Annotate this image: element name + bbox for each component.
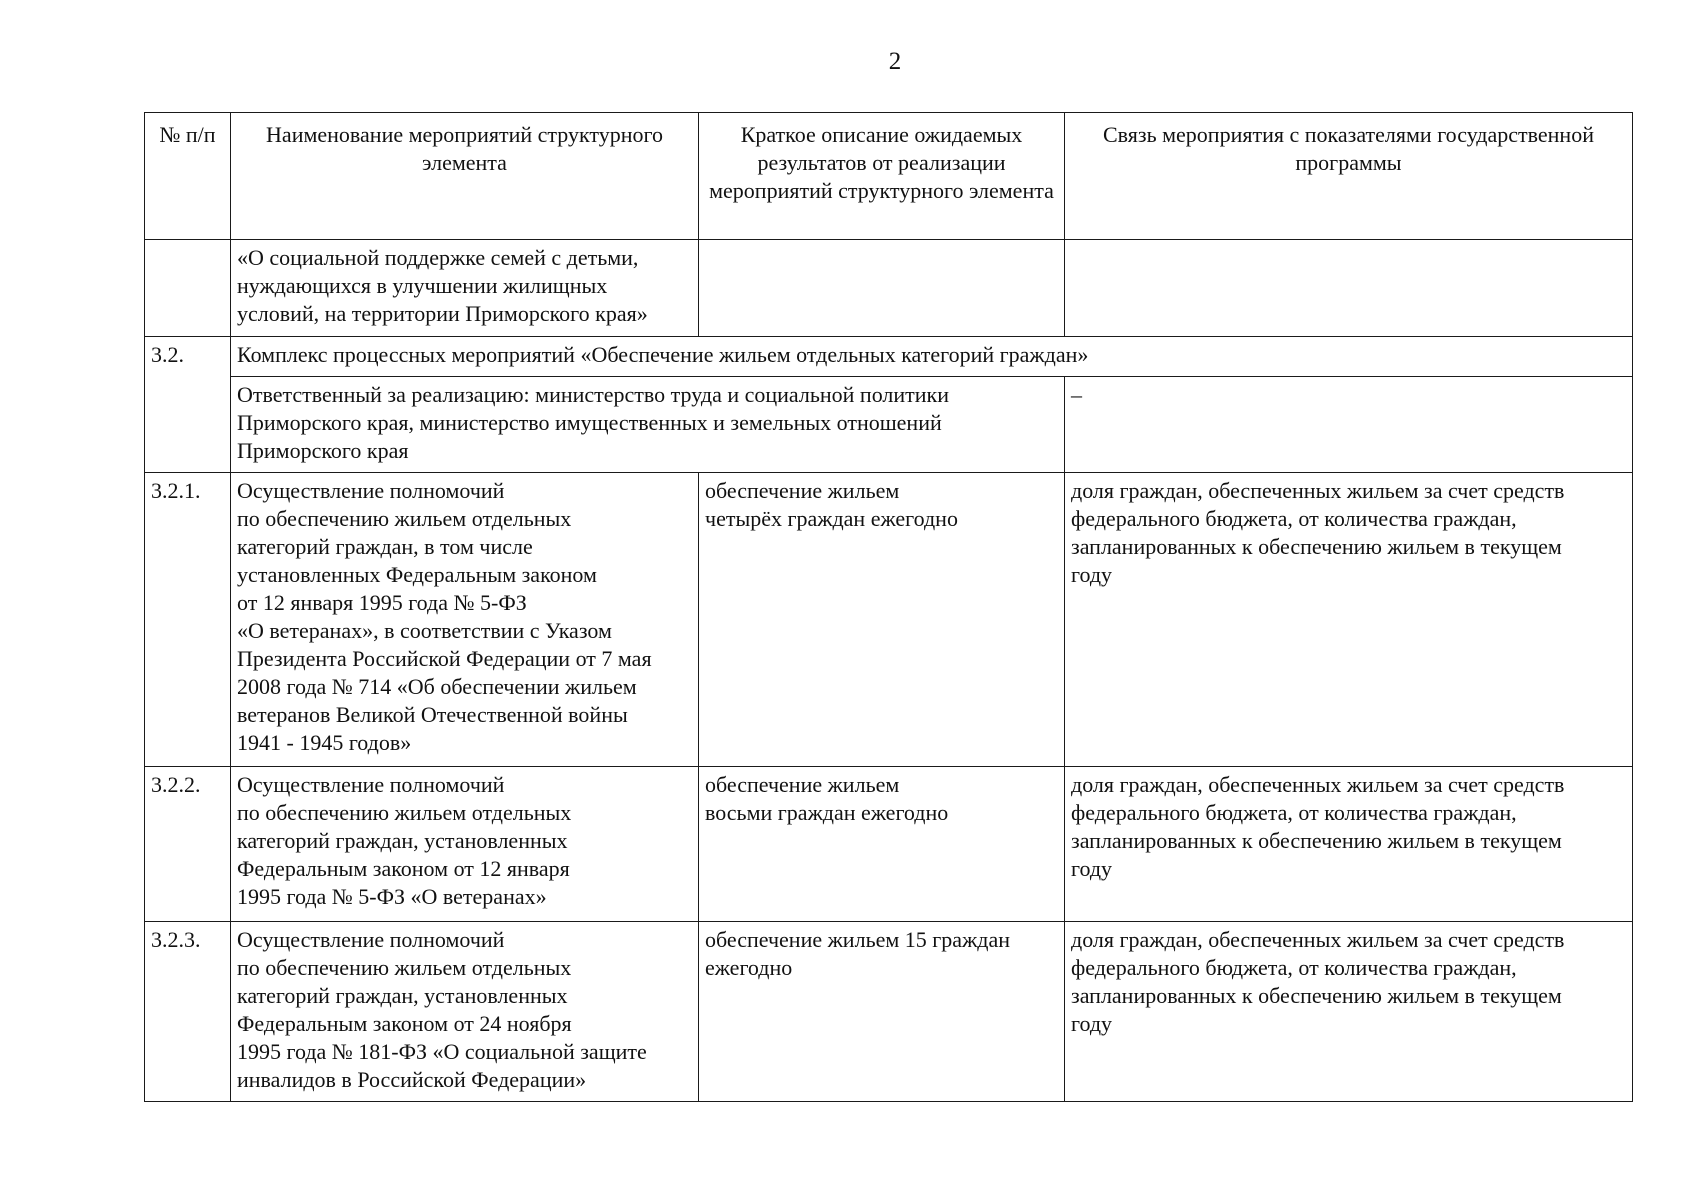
header-number: № п/п [145, 113, 231, 240]
table-row [145, 473, 1633, 767]
header-measure-name: Наименование мероприятий структурного элемента [231, 113, 699, 240]
row-number: 3.2.1. [145, 473, 231, 767]
table-row [145, 767, 1633, 922]
row-expected-result: обеспечение жильем четырёх граждан ежегодно [699, 473, 1065, 767]
continuation-number-cell [145, 240, 231, 337]
row-expected-result: обеспечение жильем восьми граждан ежегодно [699, 767, 1065, 922]
row-measure-name: Осуществление полномочий по обеспечению жильем отдельных категорий граждан, в том числе установленных Федеральным законом от 12 января 1995 года № 5-ФЗ «О ветеранах», в соответствии с Указом Президента Российской Федерации от 7 мая 2008 года № 714 «Об обеспечении жильем ветеранов Великой Отечественной войны 1941 - 1945 годов» [231, 473, 699, 767]
complex-responsible-link: – [1065, 377, 1633, 473]
row-number: 3.2.3. [145, 922, 231, 1102]
table-row-responsible [145, 377, 1633, 473]
complex-responsible: Ответственный за реализацию: министерство труда и социальной политики Приморского края, министерство имущественных и земельных отношений Приморского края [231, 377, 1065, 473]
header-program-indicators: Связь мероприятия с показателями государственной программы [1065, 113, 1633, 240]
complex-number: 3.2. [145, 337, 231, 473]
page-number: 2 [888, 48, 902, 75]
row-expected-result: обеспечение жильем 15 граждан ежегодно [699, 922, 1065, 1102]
row-indicator: доля граждан, обеспеченных жильем за счет средств федерального бюджета, от количества граждан, запланированных к обеспечению жильем в текущем году [1065, 767, 1633, 922]
header-expected-results: Краткое описание ожидаемых результатов от реализации мероприятий структурного элемента [699, 113, 1065, 240]
table-header-row [145, 113, 1633, 240]
row-measure-name: Осуществление полномочий по обеспечению жильем отдельных категорий граждан, установленных Федеральным законом от 12 января 1995 года № 5-ФЗ «О ветеранах» [231, 767, 699, 922]
row-indicator: доля граждан, обеспеченных жильем за счет средств федерального бюджета, от количества граждан, запланированных к обеспечению жильем в текущем году [1065, 922, 1633, 1102]
row-measure-name: Осуществление полномочий по обеспечению жильем отдельных категорий граждан, установленных Федеральным законом от 24 ноября 1995 года № 181-ФЗ «О социальной защите инвалидов в Российской Федерации» [231, 922, 699, 1102]
table-row-continuation [145, 240, 1633, 337]
row-number: 3.2.2. [145, 767, 231, 922]
continuation-name-cell: «О социальной поддержке семей с детьми, нуждающихся в улучшении жилищных условий, на территории Приморского края» [231, 240, 699, 337]
table-row [145, 922, 1633, 1102]
measures-table [144, 112, 1633, 1102]
row-indicator: доля граждан, обеспеченных жильем за счет средств федерального бюджета, от количества граждан, запланированных к обеспечению жильем в текущем году [1065, 473, 1633, 767]
continuation-indicator-cell [1065, 240, 1633, 337]
table-row-complex [145, 337, 1633, 377]
complex-title: Комплекс процессных мероприятий «Обеспечение жильем отдельных категорий граждан» [231, 337, 1633, 377]
continuation-result-cell [699, 240, 1065, 337]
